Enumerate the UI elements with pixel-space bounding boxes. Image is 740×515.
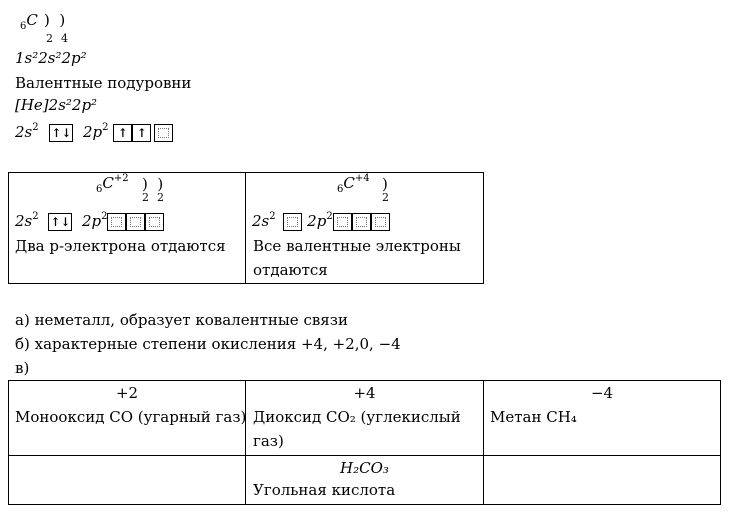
s-orbital-box: ↑↓ — [51, 126, 72, 140]
ion-c4-orbitals: $2s^2$ $2p^2$ — [252, 212, 390, 231]
ion-c4-p-box — [352, 213, 371, 231]
list-item-b: б) характерные степени окисления +4, +2,0, −4 — [15, 335, 401, 353]
p-orbital-box-2: ↑ — [132, 124, 151, 142]
valence-sublevels-title: Валентные подуровни — [15, 74, 192, 92]
carbonic-acid-name: Угольная кислота — [253, 481, 396, 499]
ion-c4-caption-line1: Все валентные электроны — [253, 237, 461, 255]
carbon-monoxide: Монооксид CO (угарный газ) — [15, 408, 247, 426]
valence-config: [He]2s²2p² — [15, 96, 98, 114]
ion-c2-orbitals: $2s^2$ ↑↓ $2p^2$ — [15, 212, 164, 231]
ion-c2-s-box: ↑↓ — [50, 215, 71, 229]
electron-shell-arcs: ) ) — [44, 11, 66, 29]
ion-c2-caption: Два р-электрона отдаются — [15, 237, 226, 255]
ion-c2-symbol: $_6C^{+2}$ — [96, 173, 129, 195]
p-orbital-box-3-empty — [154, 124, 173, 142]
ion-c4-shell-arc: ) — [382, 175, 388, 193]
header-minus4: −4 — [590, 384, 614, 402]
list-item-a: а) неметалл, образует ковалентные связи — [15, 311, 348, 329]
ion-c2-p-box — [126, 213, 145, 231]
row2-cell-3 — [483, 455, 721, 505]
ion-c2-shell-arcs: ) ) — [142, 175, 164, 193]
shell-1-count: 2 — [46, 32, 53, 45]
ion-c2-shell-1: 2 — [142, 191, 149, 204]
ion-c2-shell-2: 2 — [157, 191, 164, 204]
ion-c4-shell-1: 2 — [382, 191, 389, 204]
ion-c2-p-box — [145, 213, 164, 231]
list-item-v: в) — [15, 359, 30, 377]
ion-c4-symbol: $_6C^{+4}$ — [337, 173, 370, 195]
header-plus2: +2 — [115, 384, 139, 402]
carbon-symbol: $_6$C — [20, 11, 38, 32]
ion-c2-p-box — [107, 213, 126, 231]
full-electron-config: 1s²2s²2p² — [15, 49, 87, 67]
carbon-dioxide-line2: газ) — [253, 432, 284, 450]
orbital-diagram: $2s^2$ ↑↓ $2p^2$ ↑ ↑ — [15, 123, 173, 142]
methane: Метан CH₄ — [490, 408, 577, 426]
ion-c4-p-box — [333, 213, 352, 231]
shell-2-count: 4 — [61, 32, 68, 45]
header-plus4: +4 — [353, 384, 376, 402]
carbonic-acid-formula: H₂CO₃ — [340, 459, 389, 477]
p-orbital-box-1: ↑ — [113, 124, 132, 142]
ion-c4-s-box — [283, 213, 302, 231]
row2-cell-1 — [8, 455, 246, 505]
ion-c4-caption-line2: отдаются — [253, 261, 328, 279]
ion-c4-p-box — [371, 213, 390, 231]
carbon-dioxide-line1: Диоксид CO₂ (углекислый — [253, 408, 461, 426]
